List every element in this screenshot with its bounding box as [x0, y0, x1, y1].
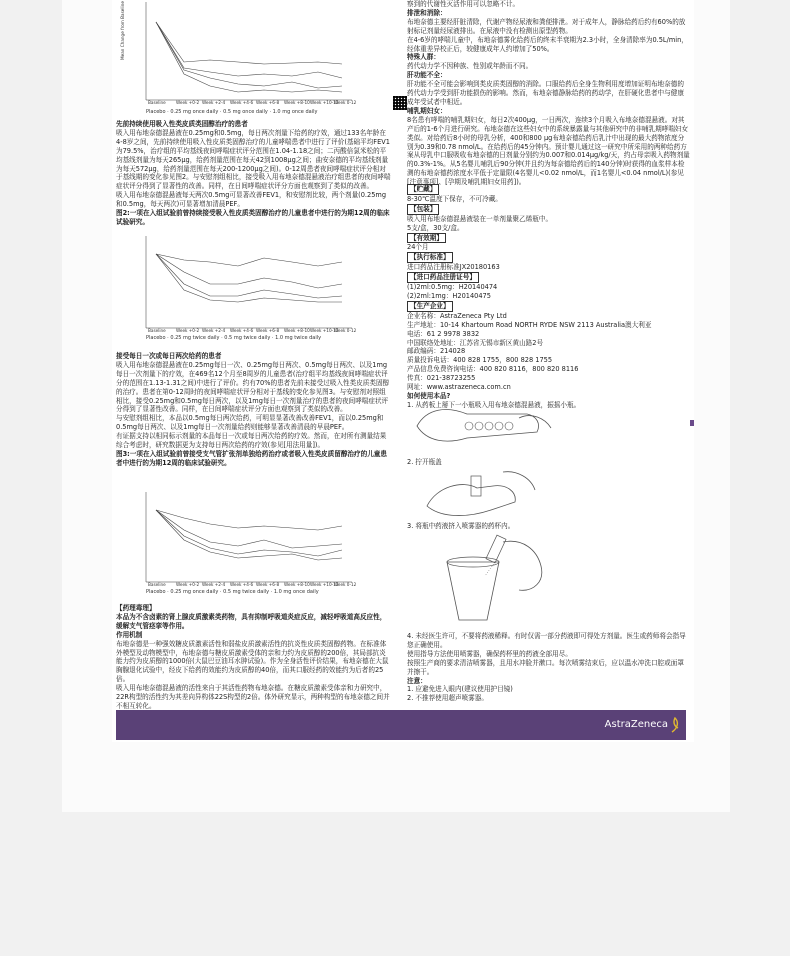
subsection-title: 肝功能不全：	[407, 71, 447, 80]
x-tick-label: Week +8-10	[284, 328, 310, 333]
legend-entry: Placebo	[146, 109, 166, 115]
x-tick-label: Baseline	[148, 100, 166, 105]
legend-entry: Placebo	[146, 589, 166, 595]
registration-mark	[690, 420, 694, 426]
paragraph: 本品为不含卤素的肾上腺皮质激素类药物，具有抑制呼吸道炎症反应，减轻呼吸道高反应性，缓解支气管痉挛等作用。	[116, 612, 387, 630]
section-once-twice	[116, 352, 392, 468]
paragraph: 邮政编码：214028	[407, 347, 466, 356]
note-item: 2. 不推荐使用超声喷雾器。	[407, 694, 488, 703]
paragraph: 有证据支持以相同标示剂量的本品每日一次或每日两次给药的疗效。然而，在对所有测量结果综合考虑时，研究数据更为支持每日两次给药的疗效(参见[用法用量])。	[116, 432, 387, 450]
paragraph: 8名患有哮喘的哺乳期妇女，每日2次400μg，一日两次，连续3个月吸入布地奈德混悬液。对其产后的1-6个月进行研究。布地奈德在这些妇女中的系统暴露量与其他研究中的非哺乳期哮喘妇女类似。对给药后8小时的母乳分析，400和800 μg布地奈德给药后乳汁中出现的最大药物浓度分别为0.39和0.78 nmol/L。在给药后的45分钟内。预计婴儿通过这一研究中所采用的两种给药方案从母乳中口服吸收布地奈德的日剂量分别约为0.007和0.014μg/kg/天，约占母亲吸入药物剂量的0.3%-1%。从5名婴儿哺乳后90分钟(并且约为每奈德给药后的140分钟)时获得的血浆样本检测的布地奈德药浓度水平低于定量限(4名婴儿<0.02 nmol/L，而1名婴儿<0.04 nmol/L)(参见[注意事项]、[孕期及哺乳期妇女用药])。	[407, 115, 690, 187]
paragraph: 与安慰剂组相比，本品以0.5mg每日两次给药，可明显显著改善改善FEV1，而以0.25mg和0.5mg每日两次、以及1mg每日一次剂量给药则能够显著改善清晨的早晨PEF。	[116, 414, 384, 432]
section-tag: 【执行标准】	[407, 252, 453, 263]
paragraph: 布地奈德主要经肝脏清除，代谢产物经尿液和粪便排泄。对于成年人，静脉给药后约有60%的放射标记剂量经尿液排出。在尿液中没有检测出原型药物。	[407, 17, 686, 35]
paragraph: 产品信息免费咨询电话：400 820 8116，800 820 8116	[407, 365, 579, 374]
subsection-title: 作用机制	[116, 630, 143, 639]
paragraph: 吸入用布地奈德混悬液每天两次0.5mg可显著改善FEV1，和安慰剂比较，两个剂量(0.25mg和0.5mg，每天两次)可显著增加清晨PEF。	[116, 191, 387, 209]
legend-entry: 1.0 mg once daily	[272, 109, 318, 115]
step-3	[407, 522, 690, 531]
paragraph: 肝功能不全可能会影响到类皮质类固醇的消除。口服给药后全身生物利用度增加证明布地奈德的药代动力学受到肝功能损伤的影响。然而，布地奈德静脉给药的药动学，在肝硬化患者中与健康成年受试者中相近。	[407, 80, 684, 106]
x-tick-label: Week +2-4	[202, 100, 226, 105]
legend-entry: 0.5 mg once daily	[223, 109, 268, 115]
note-item: 1. 应避免进入眼内(建议使用护目镜)	[407, 685, 513, 694]
x-tick-label: Week +10-12	[310, 582, 339, 587]
x-tick-label: Week 0-12	[334, 100, 356, 105]
illustration-snap-vial	[407, 398, 557, 455]
figure-caption: 图2:一项在入组试验前曾持续接受吸入性皮质类固醇治疗的儿童患者中进行的为期12周的临床试验研究。	[116, 209, 390, 226]
paragraph: 吸入用布地奈德混悬液的活性来自于其活性药物布地奈德。在糖皮质激素受体亲和力研究中，22R构型的活性约为其差向异构体22S构型的2倍。体外研究显示，两种构型的布地奈德之间并不相互转化。	[116, 684, 390, 710]
paragraph: (1)2ml:0.5mg：H20140474	[407, 283, 498, 292]
paragraph: 5支/盒，30支/盒。	[407, 223, 464, 232]
section-tag: 【药理毒理】	[116, 604, 156, 612]
x-tick-label: Week +6-8	[256, 582, 280, 587]
subsection-title: 特殊人群：	[407, 53, 440, 62]
paragraph: (2)2ml:1mg：H20140475	[407, 291, 491, 300]
paragraph: 吸入用布地奈德混悬液在0.25mg和0.5mg，每日两次剂量下给药的疗效，通过133名年龄在4-8岁之间，先前持续使用吸入性皮质类固醇治疗的儿童哮喘患者中进行了评价(基础平均FEV1为79.5%，治疗组的平均基线夜间哮喘症状评分范围在1.04-1.18之间；二丙酸倍氯米松的平均基线剂量为每天265μg，给药剂量范围在每天42到1008μg之间；曲安奈德的平均基线剂量为每天572μg，给药剂量范围在每天200-1200μg之间)。0-12周患者夜间哮喘症状评分相对于基线期的变化参见图2。与安慰剂组相比，接受吸入用布地奈德混悬液治疗组患者的夜间哮喘症状评分得到了显著性的改善。同样，在日间哮喘症状评分方面也观察到了类似的改善。	[116, 128, 391, 191]
paragraph: 布地奈德是一种强效糖皮质激素活性和弱盐皮质激素活性的抗炎性皮质类固醇药物。在标准体外模型及动物模型中，布地奈德与糖皮质激素受体的亲和力约为皮质醇的200倍，其局部抗炎能力约为皮质醇的1000倍(大鼠巴豆油耳水肿试验)。作为全身活性评价结果，布地奈德在大鼠胸腺退化试验中，经皮下给药的效能约为皮质醇的40倍，而其口服经药的效能约为后者的25倍。	[116, 639, 389, 684]
x-tick-label: Week +0-2	[176, 328, 200, 333]
section-tag: 【生产企业】	[407, 301, 453, 312]
x-tick-label: Baseline	[148, 582, 166, 587]
section-title: 先前持续使用吸入性类皮质类固醇治疗的患者	[116, 120, 248, 128]
legend-entry: 0.25 mg once daily	[170, 589, 219, 595]
paragraph: 按照生产商的要求清洁喷雾器，且用水冲脸并漱口。每次喷雾结束后，应以温水冲洗口腔或面罩并擦干。	[407, 658, 684, 676]
legend-entry: 0.5 mg twice daily	[224, 335, 271, 341]
x-tick-label: Week +2-4	[202, 582, 226, 587]
paragraph: 企业名称：AstraZeneca Pty Ltd	[407, 311, 507, 320]
instruction-step: 2. 拧开瓶盖	[407, 458, 442, 466]
qr-code	[393, 96, 407, 110]
x-tick-label: Week +8-10	[284, 100, 310, 105]
subsection-title: 如何使用本品?	[407, 391, 451, 400]
section-title: 接受每日一次或每日两次给药的患者	[116, 352, 222, 360]
paragraph: 察到的代谢性灭活作用可以忽略不计。	[407, 0, 520, 8]
paragraph: 质量投诉电话：400 828 1755，800 828 1755	[407, 356, 553, 365]
section-storage-etc	[407, 184, 690, 410]
illustration-fill-cup	[407, 532, 567, 627]
legend-entry: 0.25 mg once daily	[170, 109, 219, 115]
legend-entry: 0.25 mg twice daily	[170, 335, 220, 341]
paragraph: 电话：61 2 9978 3832	[407, 329, 480, 338]
paragraph: 8-30℃温度下保存，不可冷藏。	[407, 194, 502, 203]
legend-entry: 1.0 mg once daily	[273, 589, 319, 595]
x-tick-label: Week 0-12	[334, 328, 356, 333]
x-tick-label: Baseline	[148, 328, 166, 333]
instruction-step: 1. 从药板上掰下一小瓶吸入用布地奈德混悬液，振摇小瓶。	[407, 400, 581, 409]
legend-entry: 0.5 mg twice daily	[223, 589, 270, 595]
legend-entry: Placebo	[146, 335, 166, 341]
section-tag: 【有效期】	[407, 233, 446, 244]
x-tick-label: Week +0-2	[176, 582, 200, 587]
chart-1: Mean Change from Baseline Baseline Week +0-2 Week +2-4 Week +4-6 Week +6-8 Week +8-10 Week +10-12 Week 0-12 Placebo · 0.25 mg once daily · 0.5 mg once daily · 1.0 mg once daily	[120, 1, 356, 115]
subsection-title: 哺乳期妇女：	[407, 106, 447, 115]
svg-text:Mean Change from Baseline: Mean Change from Baseline	[120, 1, 125, 60]
subsection-title: 排泄和消除：	[407, 8, 447, 17]
paragraph: 网址：www.astrazeneca.com.cn	[407, 383, 511, 392]
paragraph: 24个月	[407, 243, 429, 252]
paragraph: 中国联络处地址：江苏省无锡市新区黄山路2号	[407, 338, 544, 347]
instruction-step: 3. 将瓶中药液挤入喷雾器的药杯内。	[407, 522, 515, 530]
x-tick-label: Week +2-4	[202, 328, 226, 333]
brand-logo-text: AstraZeneca	[604, 719, 668, 730]
legend-entry: 1.0 mg twice daily	[275, 335, 322, 341]
paragraph: 进口药品注册标准JX20180163	[407, 263, 500, 272]
x-tick-label: Week +10-12	[310, 328, 339, 333]
section-pharmacology	[116, 604, 392, 711]
section-pk	[407, 0, 690, 187]
chart-2: Baseline Week +0-2 Week +2-4 Week +4-6 Week +6-8 Week +8-10 Week +10-12 Week 0-12 Placebo · 0.25 mg twice daily · 0.5 mg twice daily · 1.0 mg twice daily	[116, 232, 356, 344]
section-tag: 【包装】	[407, 204, 439, 215]
paragraph: 药代动力学不因种族、性别或年龄而不同。	[407, 62, 533, 71]
x-tick-label: Week +6-8	[256, 328, 280, 333]
illustration-twist-cap	[407, 466, 557, 525]
paragraph: 使用指导方法使用喷雾器，确保药杯里的药液全部用尽。	[407, 649, 572, 658]
x-tick-label: Week 0-12	[334, 582, 356, 587]
x-tick-label: Week +0-2	[176, 100, 200, 105]
x-tick-label: Week +4-6	[230, 100, 254, 105]
x-tick-label: Week +10-12	[310, 100, 339, 105]
paragraph: 传真：021-38723255	[407, 374, 476, 383]
section-tag: 【贮藏】	[407, 184, 439, 195]
paragraph: 吸入用布地奈德混悬液在0.25mg每日一次、0.25mg每日两次、0.5mg每日两次、以及1mg每日一次剂量下的疗效，在469名12个月至8周岁的儿童患者(治疗组平均基线夜间哮喘症状评分的范围在1.13-1.31之间)中进行了评价。约有70%的患者先前未接受过吸入性类皮质类固醇的治疗。患者在第0-12周时的夜间哮喘症状评分相对于基线的变化参见图3。与安慰剂对照组相比，接受0.25mg和0.5mg每日两次，以及1mg每日一次剂量治疗的患者的夜间哮喘症状评分得到了显著性改善。同样，在日间哮喘症状评分方面也观察到了类似的改善。	[116, 360, 390, 414]
x-tick-label: Week +4-6	[230, 328, 254, 333]
paragraph: 吸入用布地奈德混悬液装在一单剂量聚乙烯瓶中。	[407, 214, 553, 223]
x-tick-label: Week +4-6	[230, 582, 254, 587]
subsection-title: 注意：	[407, 676, 427, 685]
brand-footer	[116, 710, 686, 740]
figure-caption: 图3:一项在入组试验前曾接受支气管扩张剂单独给药治疗或者吸入性类皮质留醇治疗的儿童患者中进行的为期12周的临床试验研究。	[116, 449, 387, 467]
astrazeneca-logo-icon	[670, 716, 680, 734]
x-tick-label: Week +6-8	[256, 100, 280, 105]
instruction-step: 4. 未经医生许可，不要将药液稀释。有时仅需一部分药液即可得处方剂量。医生或药师将会指导您正确使用。	[407, 632, 686, 649]
x-tick-label: Week +8-10	[284, 582, 310, 587]
section-tag: 【进口药品注册证号】	[407, 272, 479, 283]
paragraph: 生产地址：10-14 Khartoum Road NORTH RYDE NSW 2113 Australia澳大利亚	[407, 320, 652, 329]
section-notes	[407, 632, 690, 703]
paragraph: 在4-6岁的哮喘儿童中，布地奈德雾化给药后的终末半衰期为2.3小时，全身清除率为0.5L/min，经体重差异校正后，较健康成年人约增加了50%。	[407, 35, 688, 53]
chart-3: Baseline Week +0-2 Week +2-4 Week +4-6 Week +6-8 Week +8-10 Week +10-12 Week 0-12 Placebo · 0.25 mg once daily · 0.5 mg twice daily · 1.0 mg once daily	[116, 488, 356, 598]
section-prior-ics	[116, 120, 392, 227]
